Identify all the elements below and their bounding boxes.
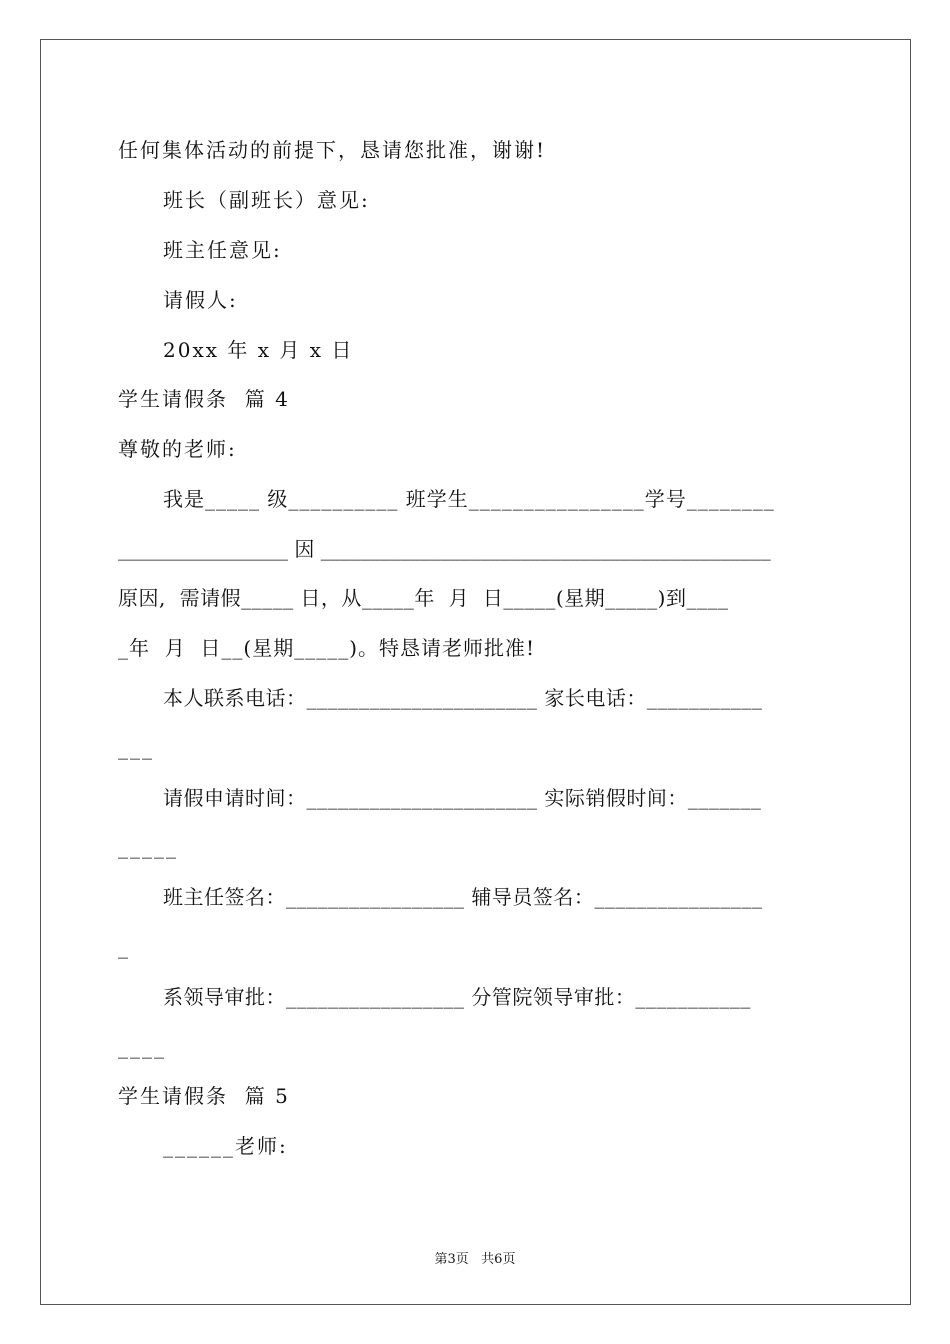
salutation: 尊敬的老师:: [118, 437, 237, 461]
text-line: 我是_____ 级__________ 班学生________________学号________: [163, 487, 775, 511]
salutation: ______老师:: [163, 1134, 288, 1158]
text-line: 原因, 需请假_____ 日，从_____年 月 日_____(星期_____)到____: [118, 586, 729, 610]
text-line: 班主任签名：_________________ 辅导员签名：________________: [163, 885, 763, 909]
text-line: 班主任意见:: [163, 238, 282, 262]
text-line: 请假人:: [163, 288, 238, 312]
text-line: 班长（副班长）意见:: [163, 188, 370, 212]
text-line: ___: [118, 736, 154, 760]
text-line: 20xx 年 x 月 x 日: [163, 338, 354, 362]
text-line: 请假申请时间：______________________ 实际销假时间：_______: [163, 786, 762, 810]
text-line: 任何集体活动的前提下，恳请您批准，谢谢!: [118, 138, 547, 162]
text-line: _: [118, 935, 130, 959]
page-footer: 第3页 共6页: [434, 1252, 516, 1267]
text-line: _________________ 因 _____________________________________________: [118, 537, 771, 561]
text-line: _____: [118, 835, 178, 859]
text-line: _年 月 日__(星期_____)。特恳请老师批准!: [118, 636, 536, 660]
text-line: ____: [118, 1035, 166, 1059]
section-heading: 学生请假条 篇 4: [118, 387, 290, 411]
section-heading: 学生请假条 篇 5: [118, 1084, 290, 1108]
text-line: 本人联系电话：______________________ 家长电话：___________: [163, 686, 763, 710]
text-line: 系领导审批：_________________ 分管院领导审批：___________: [163, 985, 751, 1009]
page-border: [40, 39, 911, 1305]
